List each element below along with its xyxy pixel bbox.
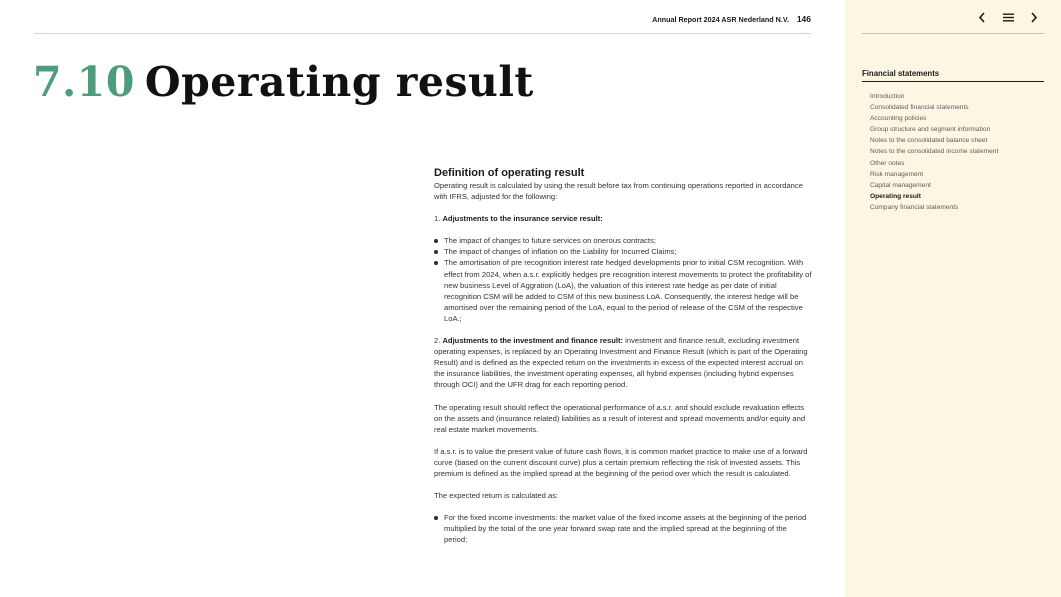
next-page-button[interactable]: [1027, 10, 1041, 24]
sidebar-item-accounting-policies[interactable]: Accounting policies: [870, 115, 927, 123]
sidebar-item-operating-result[interactable]: Operating result: [870, 192, 921, 200]
sidebar-item-notes-to-the-consolidated-income-statement[interactable]: Notes to the consolidated income statement: [870, 148, 999, 156]
sidebar-item-introduction[interactable]: Introduction: [870, 93, 905, 100]
body-content: [434, 166, 812, 556]
sidebar-divider: [862, 33, 1044, 34]
chapter-number: 7.10: [33, 58, 135, 106]
sidebar-item-capital-management[interactable]: Capital management: [870, 181, 931, 189]
intro-paragraph: Operating result is calculated by using the result before tax from continuing operations reported in accordance with IFRS, adjusted for the following:: [434, 181, 803, 202]
expected-return-paragraph: The expected return is calculated as:: [434, 491, 559, 501]
report-title: Annual Report 2024 ASR Nederland N.V.: [652, 15, 789, 24]
page-header: [34, 0, 811, 34]
list-item: For the fixed income investments: the market value of the fixed income assets at the beginning of the period multiplied by the total of the one year forward swap rate and the implied spread at the beginning of the period;: [434, 512, 812, 545]
menu-button[interactable]: [1001, 10, 1015, 24]
adjustment-1-heading: [434, 213, 812, 224]
chevron-left-icon: [978, 12, 986, 23]
sidebar: [845, 0, 1061, 597]
menu-icon: [1003, 13, 1014, 22]
list-item: The impact of changes to future services on onerous contracts;: [434, 235, 812, 246]
page-number: 146: [796, 14, 811, 24]
adjustment-2-paragraph: [434, 335, 812, 390]
list-item: The amortisation of pre recognition interest rate hedged developments prior to initial CSM recognition. With effect from 2024, when a.s.r. explicitly hedges pre recognition interest movements to protect the profitability of new business Level of Aggration (LoA), the valuation of this interest rate hedge as per date of initial recognition CSM will be added to CSM of this new business LoA. Consequently, the interest hedge will be amortised over the remaining period of the LoA, equal to the period of release of the CSM of the respective LoA.;: [434, 257, 812, 324]
sidebar-nav-list: [870, 91, 998, 213]
adjustment-1-number: 1.: [434, 214, 443, 224]
adjustment-2-number: 2.: [434, 336, 443, 346]
section-heading: Definition of operating result: [434, 167, 585, 179]
sidebar-item-risk-management[interactable]: Risk management: [870, 170, 924, 178]
value-paragraph: If a.s.r. is to value the present value of future cash flows, it is common market practice to make use of a forward curve (based on the current discount curve) plus a certain premium reflecting the risk of invested assets. This premium is defined as the implied spread at the beginning of the period over which the result is calculated.: [434, 446, 808, 478]
reflect-paragraph: The operating result should reflect the operational performance of a.s.r. and should exclude revaluation effects on the assets and (insurance related) liabilities as a result of interest and spread movements and/or equity and real estate market movements.: [434, 402, 806, 434]
adjustment-2-text: investment and finance result, excluding investment operating expenses, is replaced by an Operating Investment and Finance Result (which is part of the Operating Result) and is defined as the expected return on the investments in excess of the expected interest accrual on the insurance liabilities, the investment operating expenses, all hybrid expenses (including hybrid expenses through OCI) and the UFR drag for each reporting period.: [434, 336, 808, 390]
expected-return-list: [434, 512, 812, 545]
chevron-right-icon: [1030, 12, 1038, 23]
chapter-heading: [33, 58, 534, 106]
adjustment-2-label: Adjustments to the investment and finance result:: [442, 336, 624, 346]
sidebar-item-company-financial-statements[interactable]: Company financial statements: [870, 203, 959, 211]
previous-page-button[interactable]: [975, 10, 989, 24]
nav-controls: [975, 10, 1041, 24]
adjustment-1-list: [434, 235, 812, 324]
sidebar-item-notes-to-the-consolidated-balance-sheet[interactable]: Notes to the consolidated balance sheet: [870, 137, 988, 145]
adjustment-1-label: Adjustments to the insurance service result:: [442, 214, 603, 224]
sidebar-item-other-notes[interactable]: Other notes: [870, 159, 905, 167]
chapter-title: Operating result: [144, 58, 534, 106]
sidebar-heading[interactable]: Financial statements: [862, 69, 1044, 82]
sidebar-item-consolidated-financial-statements[interactable]: Consolidated financial statements: [870, 104, 969, 112]
list-item: The impact of changes of inflation on the Liability for Incurred Claims;: [434, 246, 812, 257]
sidebar-item-group-structure-and-segment-information[interactable]: Group structure and segment information: [870, 126, 991, 134]
